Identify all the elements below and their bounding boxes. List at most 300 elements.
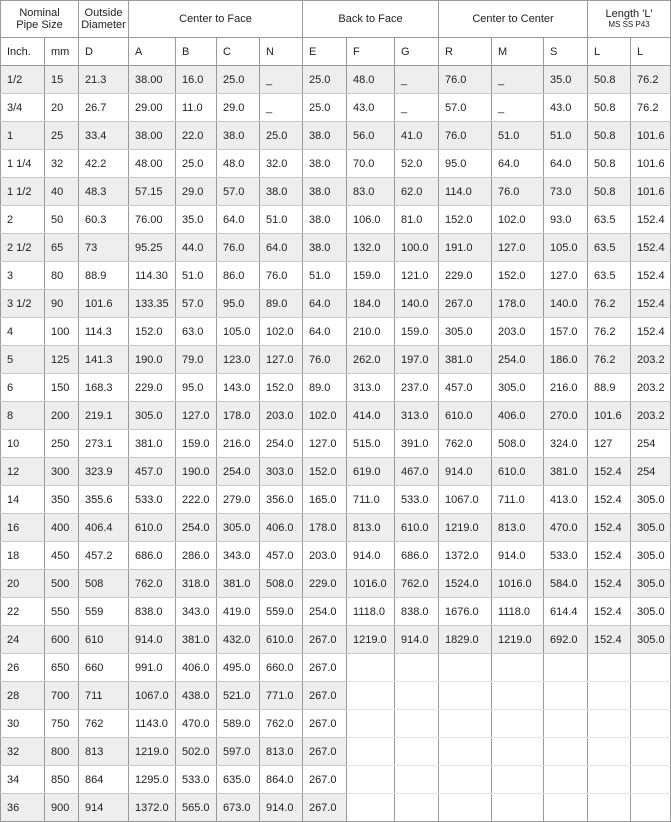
table-cell: 152.4 bbox=[631, 262, 671, 290]
table-cell bbox=[395, 794, 439, 822]
table-cell: 152.0 bbox=[303, 458, 347, 486]
column-subheader: L bbox=[588, 38, 631, 66]
table-cell: 203.0 bbox=[303, 542, 347, 570]
column-subheader: A bbox=[129, 38, 176, 66]
table-cell: 229.0 bbox=[303, 570, 347, 598]
table-cell bbox=[492, 738, 544, 766]
table-cell: 200 bbox=[45, 402, 79, 430]
column-subheader: S bbox=[544, 38, 588, 66]
table-cell: 508.0 bbox=[260, 570, 303, 598]
table-cell: 711 bbox=[79, 682, 129, 710]
column-subheader: M bbox=[492, 38, 544, 66]
table-cell: 152.4 bbox=[588, 542, 631, 570]
table-cell: 500 bbox=[45, 570, 79, 598]
table-cell bbox=[395, 766, 439, 794]
table-cell bbox=[588, 766, 631, 794]
table-cell: 305.0 bbox=[631, 598, 671, 626]
table-cell: 93.0 bbox=[544, 206, 588, 234]
table-cell: 152.4 bbox=[588, 570, 631, 598]
table-cell: 381.0 bbox=[217, 570, 260, 598]
table-row bbox=[1, 710, 671, 738]
table-cell: 1016.0 bbox=[492, 570, 544, 598]
table-cell: 57.15 bbox=[129, 178, 176, 206]
table-cell: 673.0 bbox=[217, 794, 260, 822]
table-row bbox=[1, 402, 671, 430]
table-cell: 50 bbox=[45, 206, 79, 234]
table-cell: 159.0 bbox=[395, 318, 439, 346]
table-cell: 381.0 bbox=[439, 346, 492, 374]
table-cell: 270.0 bbox=[544, 402, 588, 430]
table-cell: 267.0 bbox=[439, 290, 492, 318]
table-cell: 26.7 bbox=[79, 94, 129, 122]
table-cell: 914 bbox=[79, 794, 129, 822]
table-cell bbox=[492, 710, 544, 738]
table-cell: 51.0 bbox=[544, 122, 588, 150]
table-cell: 50.8 bbox=[588, 66, 631, 94]
table-cell: 838.0 bbox=[395, 598, 439, 626]
table-row bbox=[1, 66, 671, 94]
table-cell: 711.0 bbox=[492, 486, 544, 514]
table-cell: 254.0 bbox=[217, 458, 260, 486]
table-cell: 432.0 bbox=[217, 626, 260, 654]
table-cell: 279.0 bbox=[217, 486, 260, 514]
table-cell: 762 bbox=[79, 710, 129, 738]
table-cell: 38.00 bbox=[129, 122, 176, 150]
table-row bbox=[1, 626, 671, 654]
table-cell: 991.0 bbox=[129, 654, 176, 682]
length-l-subtitle: MS SS P43 bbox=[608, 20, 650, 29]
table-row bbox=[1, 514, 671, 542]
table-cell: 32 bbox=[1, 738, 45, 766]
table-cell: 42.2 bbox=[79, 150, 129, 178]
table-cell: 4 bbox=[1, 318, 45, 346]
table-cell: 184.0 bbox=[347, 290, 395, 318]
table-row bbox=[1, 598, 671, 626]
table-cell: 15 bbox=[45, 66, 79, 94]
table-cell: 95.0 bbox=[176, 374, 217, 402]
table-cell: 100 bbox=[45, 318, 79, 346]
table-cell: 80 bbox=[45, 262, 79, 290]
table-cell: 197.0 bbox=[395, 346, 439, 374]
table-cell: 1 1/2 bbox=[1, 178, 45, 206]
table-cell: 105.0 bbox=[217, 318, 260, 346]
table-cell: 32.0 bbox=[260, 150, 303, 178]
table-cell: 219.1 bbox=[79, 402, 129, 430]
table-cell: 203.2 bbox=[631, 402, 671, 430]
table-cell: 76.0 bbox=[439, 66, 492, 94]
table-cell: 123.0 bbox=[217, 346, 260, 374]
table-cell: 216.0 bbox=[544, 374, 588, 402]
table-row bbox=[1, 738, 671, 766]
table-cell: 16 bbox=[1, 514, 45, 542]
table-cell: 152.4 bbox=[631, 206, 671, 234]
table-cell: 565.0 bbox=[176, 794, 217, 822]
table-cell: 63.5 bbox=[588, 262, 631, 290]
column-subheader: C bbox=[217, 38, 260, 66]
table-cell: 305.0 bbox=[217, 514, 260, 542]
table-cell: 300 bbox=[45, 458, 79, 486]
table-cell: 127 bbox=[588, 430, 631, 458]
table-cell: 838.0 bbox=[129, 598, 176, 626]
table-cell bbox=[631, 654, 671, 682]
table-cell: 152.4 bbox=[588, 486, 631, 514]
table-cell: 143.0 bbox=[217, 374, 260, 402]
table-cell: 41.0 bbox=[395, 122, 439, 150]
table-row bbox=[1, 206, 671, 234]
table-cell: 686.0 bbox=[129, 542, 176, 570]
table-cell: 159.0 bbox=[347, 262, 395, 290]
table-cell: 610.0 bbox=[492, 458, 544, 486]
table-cell: 686.0 bbox=[395, 542, 439, 570]
table-cell: 32 bbox=[45, 150, 79, 178]
table-cell: 88.9 bbox=[79, 262, 129, 290]
table-cell: 165.0 bbox=[303, 486, 347, 514]
table-cell: 29.0 bbox=[217, 94, 260, 122]
table-cell: 152.4 bbox=[588, 514, 631, 542]
table-cell bbox=[439, 738, 492, 766]
table-cell: 1524.0 bbox=[439, 570, 492, 598]
table-cell: 76.0 bbox=[217, 234, 260, 262]
table-cell: 203.0 bbox=[492, 318, 544, 346]
column-subheader: R bbox=[439, 38, 492, 66]
table-cell: 127.0 bbox=[176, 402, 217, 430]
table-cell: 38.0 bbox=[303, 150, 347, 178]
table-cell: 44.0 bbox=[176, 234, 217, 262]
table-row bbox=[1, 794, 671, 822]
table-cell: 864.0 bbox=[260, 766, 303, 794]
table-cell: 203.0 bbox=[260, 402, 303, 430]
table-cell: 254.0 bbox=[260, 430, 303, 458]
table-row bbox=[1, 486, 671, 514]
table-cell: 11.0 bbox=[176, 94, 217, 122]
table-cell: 63.5 bbox=[588, 206, 631, 234]
table-cell: 25 bbox=[45, 122, 79, 150]
table-cell: 76.0 bbox=[260, 262, 303, 290]
table-cell: 450 bbox=[45, 542, 79, 570]
table-cell: 114.30 bbox=[129, 262, 176, 290]
table-cell: 813 bbox=[79, 738, 129, 766]
table-cell: 81.0 bbox=[395, 206, 439, 234]
table-cell: _ bbox=[395, 94, 439, 122]
center-to-face-header: Center to Face bbox=[129, 1, 303, 38]
table-cell: 2 bbox=[1, 206, 45, 234]
table-cell: _ bbox=[260, 94, 303, 122]
table-row bbox=[1, 346, 671, 374]
table-cell: 267.0 bbox=[303, 710, 347, 738]
table-cell: 157.0 bbox=[544, 318, 588, 346]
table-cell: 29.0 bbox=[176, 178, 217, 206]
table-row bbox=[1, 430, 671, 458]
table-cell: 38.0 bbox=[217, 122, 260, 150]
table-cell: 20 bbox=[45, 94, 79, 122]
table-cell: 48.0 bbox=[347, 66, 395, 94]
table-cell: 43.0 bbox=[544, 94, 588, 122]
table-cell: 76.0 bbox=[492, 178, 544, 206]
table-cell: 559 bbox=[79, 598, 129, 626]
table-cell: 533.0 bbox=[544, 542, 588, 570]
table-cell: 73 bbox=[79, 234, 129, 262]
table-cell: 3 bbox=[1, 262, 45, 290]
table-cell: 76.2 bbox=[588, 346, 631, 374]
table-cell: 692.0 bbox=[544, 626, 588, 654]
table-cell: 533.0 bbox=[176, 766, 217, 794]
table-cell: 186.0 bbox=[544, 346, 588, 374]
table-cell: 132.0 bbox=[347, 234, 395, 262]
table-cell: 62.0 bbox=[395, 178, 439, 206]
table-row bbox=[1, 374, 671, 402]
table-cell: 914.0 bbox=[347, 542, 395, 570]
table-cell: 914.0 bbox=[395, 626, 439, 654]
table-cell bbox=[544, 738, 588, 766]
table-cell: 305.0 bbox=[631, 486, 671, 514]
table-row bbox=[1, 122, 671, 150]
table-cell: 1219.0 bbox=[439, 514, 492, 542]
table-cell: 660 bbox=[79, 654, 129, 682]
table-cell bbox=[588, 682, 631, 710]
table-cell bbox=[544, 794, 588, 822]
column-subheader: L bbox=[631, 38, 671, 66]
table-cell: 267.0 bbox=[303, 766, 347, 794]
table-cell: 610.0 bbox=[260, 626, 303, 654]
table-cell: 1/2 bbox=[1, 66, 45, 94]
table-cell: 343.0 bbox=[176, 598, 217, 626]
table-cell bbox=[395, 738, 439, 766]
table-cell bbox=[544, 710, 588, 738]
table-cell: 51.0 bbox=[260, 206, 303, 234]
table-cell: 1067.0 bbox=[439, 486, 492, 514]
table-cell: 1219.0 bbox=[347, 626, 395, 654]
table-cell: 76.2 bbox=[631, 66, 671, 94]
table-cell: 140.0 bbox=[544, 290, 588, 318]
table-cell bbox=[544, 654, 588, 682]
table-cell: 470.0 bbox=[544, 514, 588, 542]
table-cell: 127.0 bbox=[303, 430, 347, 458]
table-cell: 114.0 bbox=[439, 178, 492, 206]
table-cell: 152.4 bbox=[631, 234, 671, 262]
table-cell: _ bbox=[395, 66, 439, 94]
table-cell: 152.0 bbox=[492, 262, 544, 290]
table-cell: 237.0 bbox=[395, 374, 439, 402]
table-cell: 3/4 bbox=[1, 94, 45, 122]
table-cell: 43.0 bbox=[347, 94, 395, 122]
table-cell: 381.0 bbox=[544, 458, 588, 486]
table-cell: 2 1/2 bbox=[1, 234, 45, 262]
table-cell: 152.0 bbox=[260, 374, 303, 402]
table-cell: 771.0 bbox=[260, 682, 303, 710]
table-cell: 6 bbox=[1, 374, 45, 402]
table-cell: 391.0 bbox=[395, 430, 439, 458]
table-cell: 406.4 bbox=[79, 514, 129, 542]
table-body bbox=[1, 66, 671, 822]
table-cell: 610.0 bbox=[395, 514, 439, 542]
table-cell: 102.0 bbox=[303, 402, 347, 430]
table-cell: 133.35 bbox=[129, 290, 176, 318]
table-cell bbox=[492, 794, 544, 822]
table-cell bbox=[347, 738, 395, 766]
column-subheader: G bbox=[395, 38, 439, 66]
table-cell: 106.0 bbox=[347, 206, 395, 234]
table-row bbox=[1, 234, 671, 262]
table-cell: 57.0 bbox=[439, 94, 492, 122]
table-cell: 50.8 bbox=[588, 94, 631, 122]
table-cell: 56.0 bbox=[347, 122, 395, 150]
table-cell: 51.0 bbox=[492, 122, 544, 150]
table-cell: 619.0 bbox=[347, 458, 395, 486]
table-cell: 660.0 bbox=[260, 654, 303, 682]
table-cell: 152.4 bbox=[588, 598, 631, 626]
table-cell bbox=[439, 794, 492, 822]
table-cell: 305.0 bbox=[439, 318, 492, 346]
table-cell: 508.0 bbox=[492, 430, 544, 458]
table-cell: 305.0 bbox=[129, 402, 176, 430]
table-cell: 303.0 bbox=[260, 458, 303, 486]
table-cell: 438.0 bbox=[176, 682, 217, 710]
table-cell: 254 bbox=[631, 430, 671, 458]
table-cell: 762.0 bbox=[439, 430, 492, 458]
table-cell: 800 bbox=[45, 738, 79, 766]
column-subheader: Inch. bbox=[1, 38, 45, 66]
table-cell: 229.0 bbox=[129, 374, 176, 402]
table-cell: 105.0 bbox=[544, 234, 588, 262]
table-cell: 95.0 bbox=[439, 150, 492, 178]
table-cell: 76.0 bbox=[439, 122, 492, 150]
table-cell: 38.0 bbox=[303, 206, 347, 234]
table-cell: 457.0 bbox=[439, 374, 492, 402]
table-cell: 25.0 bbox=[303, 94, 347, 122]
table-cell: 52.0 bbox=[395, 150, 439, 178]
table-cell bbox=[588, 738, 631, 766]
table-cell: 12 bbox=[1, 458, 45, 486]
table-cell: 318.0 bbox=[176, 570, 217, 598]
table-cell: 10 bbox=[1, 430, 45, 458]
table-cell: 355.6 bbox=[79, 486, 129, 514]
table-cell: 48.0 bbox=[217, 150, 260, 178]
table-cell: 762.0 bbox=[395, 570, 439, 598]
table-cell bbox=[631, 794, 671, 822]
table-cell: 711.0 bbox=[347, 486, 395, 514]
table-cell: 152.4 bbox=[631, 290, 671, 318]
table-cell: 457.2 bbox=[79, 542, 129, 570]
table-cell: 30 bbox=[1, 710, 45, 738]
table-cell: 125 bbox=[45, 346, 79, 374]
table-cell bbox=[347, 654, 395, 682]
table-cell bbox=[395, 710, 439, 738]
table-cell: 101.6 bbox=[79, 290, 129, 318]
table-cell: 38.00 bbox=[129, 66, 176, 94]
table-cell: 190.0 bbox=[129, 346, 176, 374]
table-cell: 101.6 bbox=[631, 122, 671, 150]
table-cell: 350 bbox=[45, 486, 79, 514]
table-cell: 1118.0 bbox=[492, 598, 544, 626]
table-cell: 813.0 bbox=[347, 514, 395, 542]
table-cell bbox=[492, 654, 544, 682]
table-cell: 1676.0 bbox=[439, 598, 492, 626]
table-cell: 203.2 bbox=[631, 374, 671, 402]
table-cell: 76.2 bbox=[588, 318, 631, 346]
table-cell: 190.0 bbox=[176, 458, 217, 486]
column-subheader: D bbox=[79, 38, 129, 66]
table-cell: 343.0 bbox=[217, 542, 260, 570]
table-cell: 533.0 bbox=[129, 486, 176, 514]
length-l-title: Length 'L' bbox=[605, 8, 653, 20]
table-cell: 168.3 bbox=[79, 374, 129, 402]
table-cell bbox=[588, 654, 631, 682]
table-cell bbox=[588, 710, 631, 738]
table-cell: 20 bbox=[1, 570, 45, 598]
table-cell bbox=[631, 738, 671, 766]
table-cell: 216.0 bbox=[217, 430, 260, 458]
table-cell bbox=[347, 682, 395, 710]
table-cell: 467.0 bbox=[395, 458, 439, 486]
table-cell: 1 bbox=[1, 122, 45, 150]
table-cell: 229.0 bbox=[439, 262, 492, 290]
table-cell: 635.0 bbox=[217, 766, 260, 794]
table-cell: 95.0 bbox=[217, 290, 260, 318]
table-cell: 1016.0 bbox=[347, 570, 395, 598]
column-subheader: F bbox=[347, 38, 395, 66]
table-cell: 267.0 bbox=[303, 682, 347, 710]
table-row bbox=[1, 654, 671, 682]
table-cell: 25.0 bbox=[303, 66, 347, 94]
table-cell: 305.0 bbox=[631, 542, 671, 570]
table-cell: 152.0 bbox=[439, 206, 492, 234]
table-cell: 610.0 bbox=[129, 514, 176, 542]
table-cell: 1295.0 bbox=[129, 766, 176, 794]
table-cell: 191.0 bbox=[439, 234, 492, 262]
table-cell: 22 bbox=[1, 598, 45, 626]
table-cell: 152.4 bbox=[588, 626, 631, 654]
table-cell: 305.0 bbox=[631, 626, 671, 654]
table-cell: 24 bbox=[1, 626, 45, 654]
table-cell: 76.0 bbox=[303, 346, 347, 374]
table-cell: 286.0 bbox=[176, 542, 217, 570]
table-cell: 254.0 bbox=[303, 598, 347, 626]
table-cell: 50.8 bbox=[588, 178, 631, 206]
table-row bbox=[1, 178, 671, 206]
table-cell: 65 bbox=[45, 234, 79, 262]
table-cell: 89.0 bbox=[260, 290, 303, 318]
table-cell: 400 bbox=[45, 514, 79, 542]
table-cell: 51.0 bbox=[303, 262, 347, 290]
table-cell: 50.8 bbox=[588, 122, 631, 150]
table-cell bbox=[631, 710, 671, 738]
table-cell: 89.0 bbox=[303, 374, 347, 402]
table-cell: 50.8 bbox=[588, 150, 631, 178]
table-cell: 210.0 bbox=[347, 318, 395, 346]
table-cell: 600 bbox=[45, 626, 79, 654]
table-cell: 100.0 bbox=[395, 234, 439, 262]
table-cell: 254 bbox=[631, 458, 671, 486]
table-cell: 1 1/4 bbox=[1, 150, 45, 178]
table-cell: 36 bbox=[1, 794, 45, 822]
table-cell: 267.0 bbox=[303, 626, 347, 654]
table-cell: 152.0 bbox=[129, 318, 176, 346]
table-row bbox=[1, 682, 671, 710]
table-cell: 323.9 bbox=[79, 458, 129, 486]
table-cell: 114.3 bbox=[79, 318, 129, 346]
table-cell: 5 bbox=[1, 346, 45, 374]
table-cell: 762.0 bbox=[129, 570, 176, 598]
table-cell: 150 bbox=[45, 374, 79, 402]
table-cell: 914.0 bbox=[260, 794, 303, 822]
table-cell: 127.0 bbox=[492, 234, 544, 262]
table-cell: 305.0 bbox=[492, 374, 544, 402]
table-cell: 152.4 bbox=[588, 458, 631, 486]
table-cell: 750 bbox=[45, 710, 79, 738]
table-row bbox=[1, 262, 671, 290]
table-cell bbox=[395, 682, 439, 710]
table-cell: 584.0 bbox=[544, 570, 588, 598]
